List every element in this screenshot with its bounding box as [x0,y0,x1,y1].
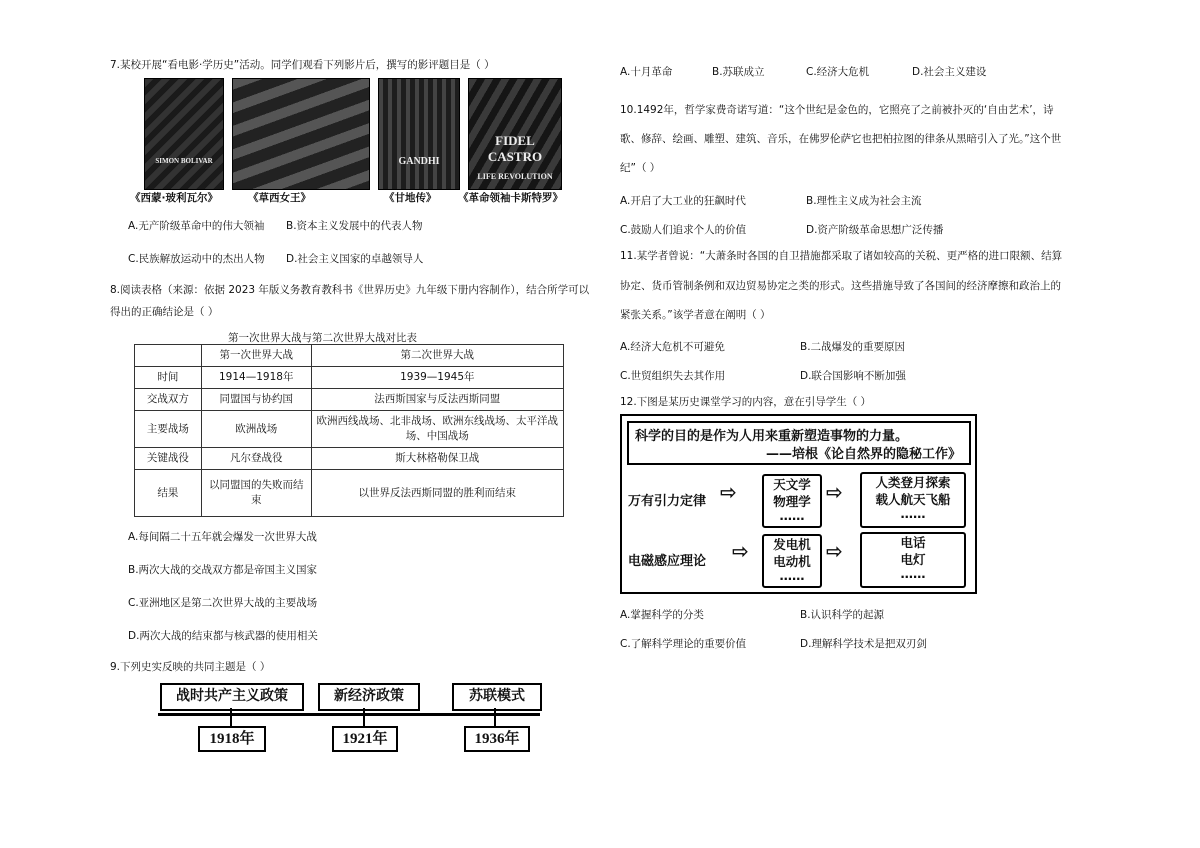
arrow-right-icon: ⇨ [720,480,737,504]
q12-option-d[interactable]: D.理解科学技术是把双刃剑 [800,638,927,650]
timeline-year-1936: 1936年 [464,726,530,752]
table-cell: 关键战役 [135,448,202,470]
q10-stem: 10.1492年，哲学家费奇诺写道：“这个世纪是金色的，它照亮了之前被扑灭的‘自由艺术’，诗 [620,104,1054,116]
timeline-policy-soviet-model: 苏联模式 [452,683,542,711]
q9-option-b[interactable]: B.苏联成立 [712,66,765,78]
timeline-tick [230,708,232,726]
q11-stem-cont: 紧张关系。”该学者意在阐明（ ） [620,309,771,321]
table-row [135,367,564,389]
q8-option-c[interactable]: C.亚洲地区是第二次世界大战的主要战场 [128,597,318,609]
arrow-right-icon: ⇨ [732,539,749,563]
table-cell: 以同盟国的失败而结束 [201,470,311,517]
q11-option-c[interactable]: C.世贸组织失去其作用 [620,370,726,382]
q12-stem: 12.下图是某历史课堂学习的内容，意在引导学生（ ） [620,396,872,408]
q11-stem-cont: 协定、货币管制条例和双边贸易协定之类的形式。这些措施导致了各国间的经济摩擦和政治上的 [620,280,1061,292]
theory-electromagnetic: 电磁感应理论 [628,554,707,569]
q7-option-d[interactable]: D.社会主义国家的卓越领导人 [286,253,424,265]
q10-stem-cont: 歌、修辞、绘画、雕塑、建筑、音乐，在佛罗伦萨它也把柏拉图的律条从黑暗引入了光。”这个世 [620,133,1062,145]
field-box-astro-physics: 天文学 物理学 …… [762,474,822,528]
poster-fidel-castro: FIDEL CASTRO LIFE REVOLUTION [468,78,562,190]
q11-stem: 11.某学者曾说：“大萧条时各国的自卫措施都采取了诸如较高的关税、更严格的进口限额、结算 [620,250,1063,262]
q10-option-a[interactable]: A.开启了大工业的狂飙时代 [620,195,746,207]
q12-option-b[interactable]: B.认识科学的起源 [800,609,885,621]
timeline-year-1921: 1921年 [332,726,398,752]
table-header-cell [135,345,202,367]
q7-option-c[interactable]: C.民族解放运动中的杰出人物 [128,253,265,265]
table-row [135,448,564,470]
q10-option-d[interactable]: D.资产阶级革命思想广泛传播 [806,224,944,236]
field-box-machines: 发电机 电动机 …… [762,534,822,588]
table-cell: 欧洲西线战场、北非战场、欧洲东线战场、太平洋战场、中国战场 [311,411,563,448]
poster-caption: 《西蒙·玻利瓦尔》 [130,192,218,204]
table-row [135,389,564,411]
table-row [135,470,564,517]
table-cell: 凡尔登战役 [201,448,311,470]
timeline-policy-nep: 新经济政策 [318,683,420,711]
poster-simon-bolivar: SIMON BOLIVAR [144,78,224,190]
q10-option-b[interactable]: B.理性主义成为社会主流 [806,195,922,207]
q9-option-c[interactable]: C.经济大危机 [806,66,870,78]
q11-option-d[interactable]: D.联合国影响不断加强 [800,370,906,382]
science-diagram [620,414,977,594]
q10-stem-cont: 纪”（ ） [620,162,661,174]
q8-option-d[interactable]: D.两次大战的结束都与核武器的使用相关 [128,630,318,642]
table-cell: 1939—1945年 [311,367,563,389]
table-cell: 同盟国与协约国 [201,389,311,411]
table-cell: 以世界反法西斯同盟的胜利而结束 [311,470,563,517]
q7-option-a[interactable]: A.无产阶级革命中的伟大领袖 [128,220,265,232]
poster-caption: 《甘地传》 [384,192,437,204]
quote-box [627,421,971,465]
timeline-tick [363,708,365,726]
table-cell: 交战双方 [135,389,202,411]
output-box-space: 人类登月探索 载人航天飞船 …… [860,472,966,528]
table-header-row [135,345,564,367]
table-cell: 1914—1918年 [201,367,311,389]
table-cell: 结果 [135,470,202,517]
arrow-right-icon: ⇨ [826,480,843,504]
q7-option-b[interactable]: B.资本主义发展中的代表人物 [286,220,423,232]
q8-option-b[interactable]: B.两次大战的交战双方都是帝国主义国家 [128,564,318,576]
poster-gandhi: GANDHI [378,78,460,190]
q7-stem: 7.某校开展“看电影·学历史”活动。同学们观看下列影片后，撰写的影评题目是（ ） [110,59,495,71]
q9-stem: 9.下列史实反映的共同主题是（ ） [110,661,271,673]
q9-option-d[interactable]: D.社会主义建设 [912,66,987,78]
q12-option-a[interactable]: A.掌握科学的分类 [620,609,704,621]
q11-option-a[interactable]: A.经济大危机不可避免 [620,341,725,353]
timeline-year-1918: 1918年 [198,726,266,752]
table-header-cell: 第一次世界大战 [201,345,311,367]
table-cell: 主要战场 [135,411,202,448]
q11-option-b[interactable]: B.二战爆发的重要原因 [800,341,906,353]
q9-option-a[interactable]: A.十月革命 [620,66,673,78]
timeline-tick [494,708,496,726]
table-cell: 法西斯国家与反法西斯同盟 [311,389,563,411]
table-header-cell: 第二次世界大战 [311,345,563,367]
timeline-axis [158,713,540,716]
table-cell: 欧洲战场 [201,411,311,448]
q8-stem: 8.阅读表格（来源：依据 2023 年版义务教育教科书《世界历史》九年级下册内容制作），结合所学可以 [110,284,590,296]
q10-option-c[interactable]: C.鼓励人们追求个人的价值 [620,224,747,236]
poster-caption: 《草西女王》 [248,192,311,204]
table-cell: 时间 [135,367,202,389]
theory-gravitation: 万有引力定律 [628,494,707,509]
q8-option-a[interactable]: A.每间隔二十五年就会爆发一次世界大战 [128,531,317,543]
table-row [135,411,564,448]
table-cell: 斯大林格勒保卫战 [311,448,563,470]
table-title: 第一次世界大战与第二次世界大战对比表 [228,332,417,344]
bacon-quote: 科学的目的是作为人用来重新塑造事物的力量。 [635,429,909,444]
poster-caption: 《革命领袖卡斯特罗》 [458,192,563,204]
arrow-right-icon: ⇨ [826,539,843,563]
bacon-source: ——培根《论自然界的隐秘工作》 [765,447,961,462]
timeline-policy-war-communism: 战时共产主义政策 [160,683,304,711]
q12-option-c[interactable]: C.了解科学理论的重要价值 [620,638,747,650]
q8-stem-cont: 得出的正确结论是（ ） [110,306,219,318]
poster-queen [232,78,370,190]
comparison-table [134,344,564,517]
output-box-appliances: 电话 电灯 …… [860,532,966,588]
